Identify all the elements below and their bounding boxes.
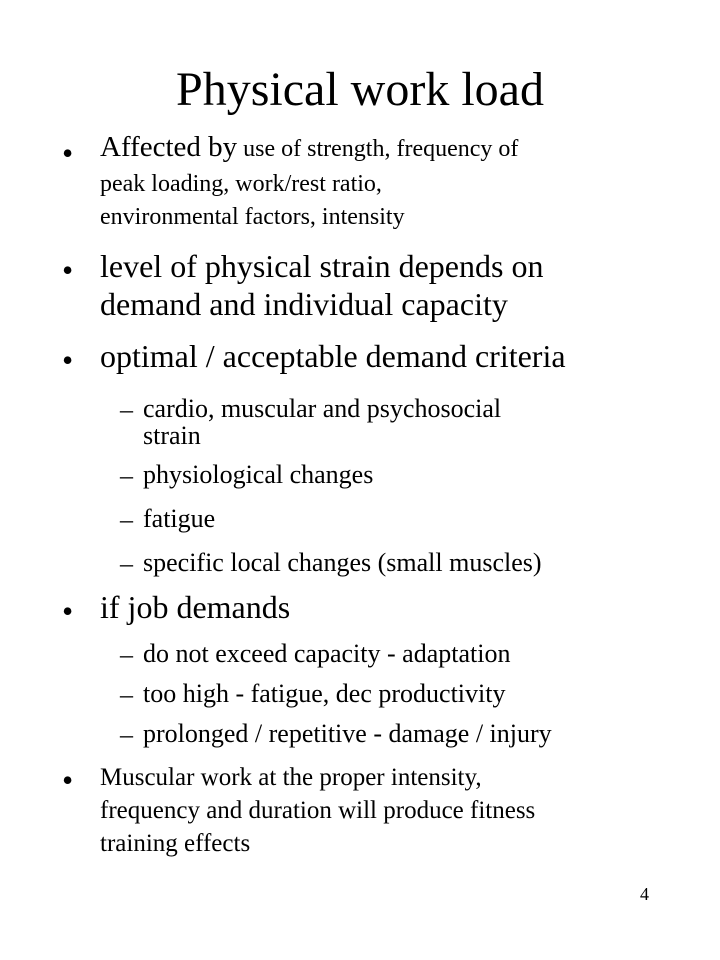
dash-symbol: – — [120, 640, 133, 669]
bullet-2-line-1: level of physical strain depends on — [100, 248, 544, 284]
bullet-1-lead: Affected by — [100, 131, 238, 163]
dash-symbol: – — [120, 395, 133, 424]
dash-symbol: – — [120, 549, 133, 578]
bullet-symbol: • — [62, 252, 74, 288]
bullet-4-text: if job demands — [100, 589, 291, 625]
bullet-1-line-2: peak loading, work/rest ratio, — [100, 171, 382, 197]
bullet-1-first-line — [100, 133, 680, 164]
bullet-symbol: • — [62, 762, 74, 798]
bullet-1-line-3: environmental factors, intensity — [100, 204, 405, 230]
sub-item-line: cardio, muscular and psychosocial — [143, 394, 502, 423]
bullet-5-line-3: training effects — [100, 830, 251, 857]
bullet-2-line-2: demand and individual capacity — [100, 286, 508, 322]
bullet-symbol: • — [62, 135, 74, 171]
sub-item-line: prolonged / repetitive - damage / injury — [143, 719, 552, 748]
sub-item-line: do not exceed capacity - adaptation — [143, 639, 511, 668]
page-number: 4 — [640, 884, 649, 904]
dash-symbol: – — [120, 680, 133, 709]
sub-item-line: physiological changes — [143, 460, 374, 489]
bullet-1-rest: use of strength, frequency of — [237, 136, 519, 162]
bullet-symbol: • — [62, 593, 74, 629]
bullet-symbol: • — [62, 342, 74, 378]
sub-item-line: specific local changes (small muscles) — [143, 548, 542, 577]
bullet-5-line-1: Muscular work at the proper intensity, — [100, 764, 482, 791]
sub-item-line: strain — [143, 421, 201, 450]
dash-symbol: – — [120, 461, 133, 490]
dash-symbol: – — [120, 720, 133, 749]
sub-item-line: too high - fatigue, dec productivity — [143, 679, 506, 708]
bullet-5-line-2: frequency and duration will produce fitness — [100, 797, 536, 824]
slide-title: Physical work load — [176, 63, 544, 116]
dash-symbol: – — [120, 505, 133, 534]
sub-item-line: fatigue — [143, 504, 216, 533]
bullet-3-text: optimal / acceptable demand criteria — [100, 338, 566, 374]
